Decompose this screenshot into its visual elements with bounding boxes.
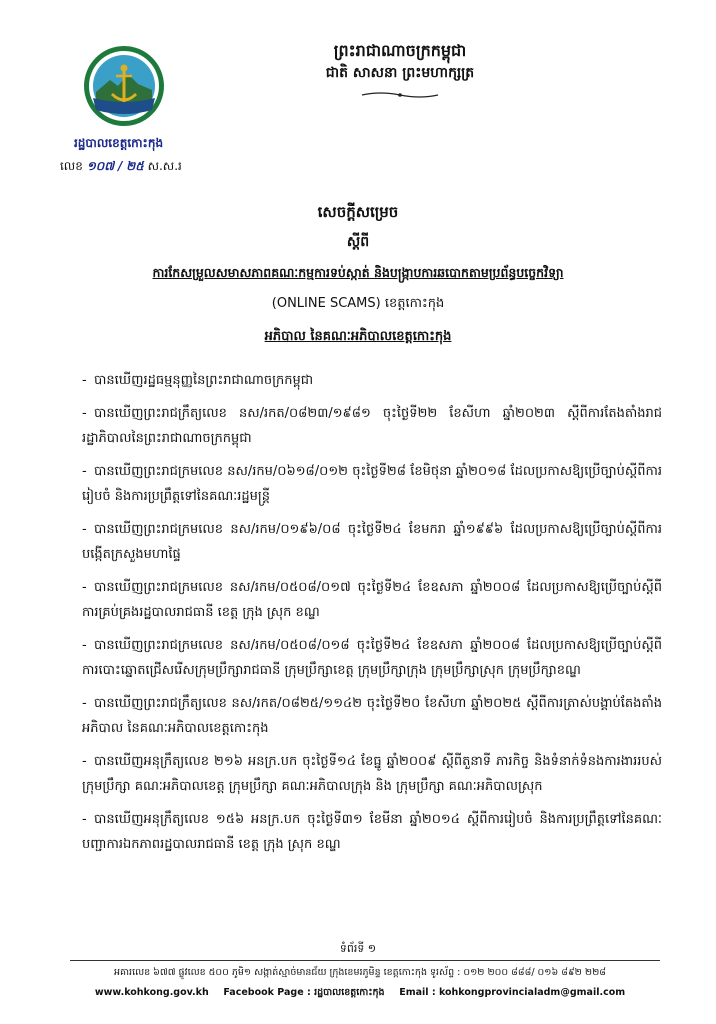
page-number: ទំព័រទី ១: [339, 942, 377, 955]
decision-title-block: [40, 200, 676, 348]
list-item: - បានឃើញរដ្ឋធម្មនុញ្ញនៃព្រះរាជាណាចក្រកម្ពុជា: [82, 373, 314, 388]
list-item: - បានឃើញព្រះរាជក្រឹត្យលេខ នស/រកត/០៨២៣/១៩៨១ ចុះថ្ងៃទី២២ ខែសីហា ឆ្នាំ២០២៣ ស្តីពីការតែងតាំងរាជរដ្ឋាភិបាលនៃព្រះរាជាណាចក្រកម្ពុជា: [82, 405, 662, 446]
legal-basis-list: [82, 368, 662, 865]
footer-facebook-label: Facebook Page :: [223, 987, 311, 998]
kingdom-header: [250, 40, 550, 103]
footer-email-label: Email :: [399, 987, 436, 998]
ref-number-handwritten: ១០៧: [86, 159, 115, 173]
list-item: - បានឃើញព្រះរាជក្រមលេខ នស/រកម/០៥០៨/០១៧ ចុះថ្ងៃទី២៤ ខែឧសភា ឆ្នាំ២០០៨ ដែលប្រកាសឱ្យប្រើច្បាប់ស្តីពីការគ្រប់គ្រងរដ្ឋបាលរាជធានី ខេត្ត ក្រុង ស្រុក ខណ្ឌ: [82, 579, 662, 620]
list-item: - បានឃើញព្រះរាជក្រឹត្យលេខ នស/រកត/០៨២៥/១១៤២ ចុះថ្ងៃទី២០ ខែសីហា ឆ្នាំ២០២៥ ស្តីពីការត្រាស់បង្គាប់តែងតាំងអភិបាល នៃគណៈអភិបាលខេត្តកោះកុង: [82, 695, 662, 736]
footer-website-link[interactable]: www.kohkong.gov.kh: [94, 987, 209, 998]
footer-email-link[interactable]: kohkongprovincialadm@gmail.com: [438, 987, 626, 998]
footer-contacts: [60, 986, 660, 1000]
footer-facebook-link[interactable]: រដ្ឋបាលខេត្តកោះកុង: [314, 987, 385, 998]
provincial-seal-logo-icon: [82, 44, 166, 128]
ref-prefix: លេខ: [60, 159, 83, 173]
footer-divider: [70, 960, 660, 961]
decision-subject-line2: (ONLINE SCAMS) ខេត្តកោះកុង: [271, 296, 445, 311]
kingdom-title: ព្រះរាជាណាចក្រកម្ពុជា: [333, 41, 467, 60]
list-item: - បានឃើញព្រះរាជក្រមលេខ នស/រកម/០១៩៦/០៨ ចុះថ្ងៃទី២៤ ខែមករា ឆ្នាំ១៩៩៦ ដែលប្រកាសឱ្យប្រើច្បាប់ស្តីពីការបង្កើតក្រសួងមហាផ្ទៃ: [82, 521, 662, 562]
reference-number: លេខ ១០៧ / ២៥ ស.ស.រ: [60, 159, 182, 173]
ref-year-handwritten: ២៥: [126, 159, 144, 173]
list-item: - បានឃើញព្រះរាជក្រមលេខ នស/រកម/០៥០៨/០១៨ ចុះថ្ងៃទី២៤ ខែឧសភា ឆ្នាំ២០០៨ ដែលប្រកាសឱ្យប្រើច្បាប់ស្តីពីការបោះឆ្នោតជ្រើសរើសក្រុមប្រឹក្សារាជធានី ក្រុមប្រឹក្សាខេត្ត ក្រុមប្រឹក្សាក្រុង ក្រុមប្រឹក្សាស្រុក ក្រុមប្រឹក្សាខណ្ឌ: [82, 637, 662, 678]
national-motto: ជាតិ សាសនា ព្រះមហាក្សត្រ: [325, 65, 475, 81]
list-item: - បានឃើញព្រះរាជក្រមលេខ នស/រកម/០៦១៨/០១២ ចុះថ្ងៃទី២៨ ខែមិថុនា ឆ្នាំ២០១៨ ដែលប្រកាសឱ្យប្រើច្បាប់ស្តីពីការរៀបចំ និងការប្រព្រឹត្តទៅនៃគណៈរដ្ឋមន្ត្រី: [82, 463, 662, 504]
administration-name: រដ្ឋបាលខេត្តកោះកុង: [74, 136, 164, 150]
ref-suffix: ស.ស.រ: [147, 159, 182, 173]
ornament-divider-icon: [360, 91, 440, 99]
about-heading: ស្តីពី: [346, 234, 370, 250]
decision-heading: សេចក្តីសម្រេច: [317, 203, 399, 221]
decision-subject: ការកែសម្រួលសមាសភាពគណៈកម្មការទប់ស្កាត់ និងបង្ក្រាបការឆបោកតាមប្រព័ន្ធបច្ចេកវិទ្យា: [152, 265, 564, 280]
issuing-authority: អភិបាល នៃគណៈអភិបាលខេត្តកោះកុង: [264, 329, 452, 344]
footer-address: អគារលេខ ៦៧៧ ផ្លូវលេខ ៥០០ ភូមិ១ សង្កាត់ស្មាច់មានជ័យ ក្រុងខេមរភូមិន្ទ ខេត្តកោះកុង ទូរស័ព្ទ : ០១២ ២០០ ៨៨៨/ ០១៦ ៨៩២ ២២៨: [113, 967, 606, 978]
list-item: - បានឃើញអនុក្រឹត្យលេខ ១៥៦ អនក្រ.បក ចុះថ្ងៃទី៣១ ខែមីនា ឆ្នាំ២០១៤ ស្តីពីការរៀបចំ និងការប្រព្រឹត្តទៅនៃគណៈបញ្ជាការឯកភាពរដ្ឋបាលរាជធានី ខេត្ត ក្រុង ស្រុក ខណ្ឌ: [82, 811, 662, 852]
list-item: - បានឃើញអនុក្រឹត្យលេខ ២១៦ អនក្រ.បក ចុះថ្ងៃទី១៤ ខែធ្នូ ឆ្នាំ២០០៩ ស្តីពីតួនាទី ភារកិច្ច និងទំនាក់ទំនងការងាររបស់ក្រុមប្រឹក្សា គណៈអភិបាលខេត្ត ក្រុមប្រឹក្សា គណៈអភិបាលក្រុង និង ក្រុមប្រឹក្សា គណៈអភិបាលស្រុក: [82, 753, 662, 794]
